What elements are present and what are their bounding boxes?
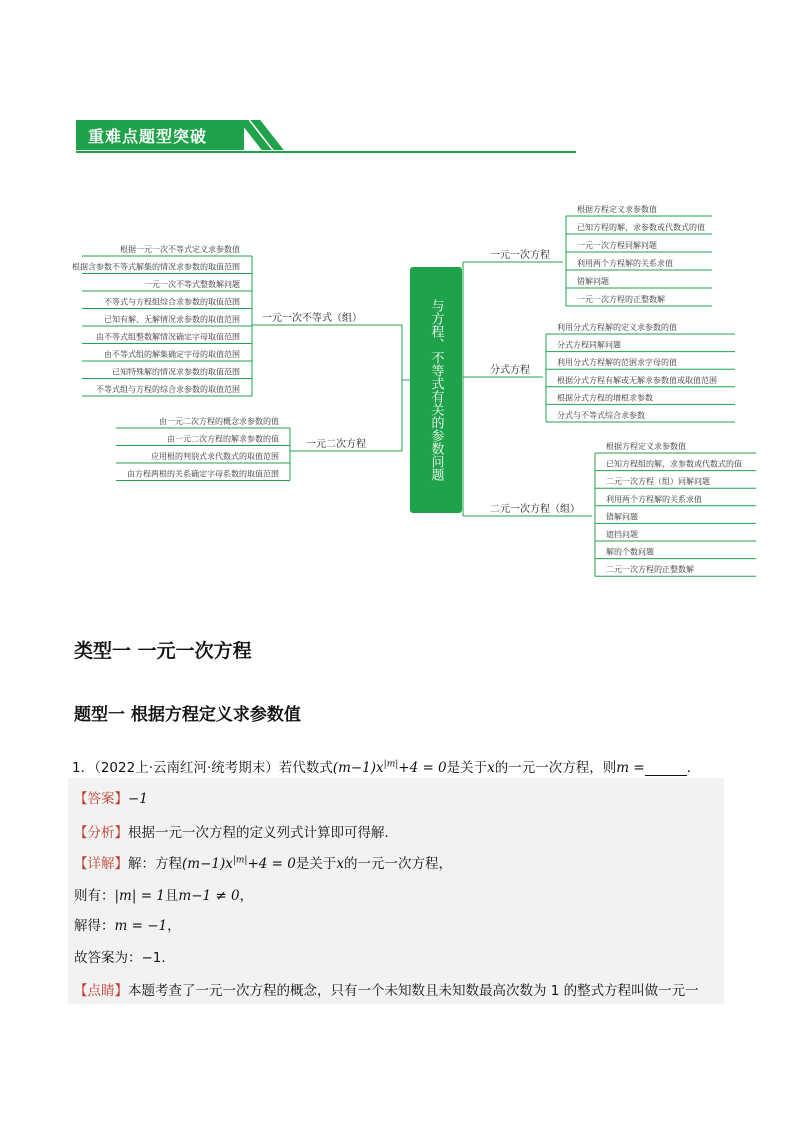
detail-expression-tail: +4 = 0 — [247, 856, 296, 872]
mindmap-leaf: 一元一次不等式整数解问题 — [144, 280, 240, 289]
mindmap-leaf: 根据分式方程有解或无解求参数值或取值范围 — [557, 375, 717, 385]
banner-title: 重难点题型突破 — [88, 127, 208, 146]
mindmap-leaf: 二元一次方程（组）同解问题 — [606, 477, 710, 487]
mindmap-leaf: 遮挡问题 — [606, 530, 638, 539]
mindmap-leaf: 由一元二次方程的概念求参数的值 — [159, 417, 279, 426]
detail-tag: 【详解】 — [74, 856, 128, 872]
banner-underline — [76, 151, 576, 153]
question-end: ． — [686, 760, 701, 776]
question-1 — [72, 756, 700, 776]
condition-end: ， — [239, 888, 254, 904]
mindmap-leaf: 已知有解、无解情况求参数的取值范围 — [104, 315, 240, 324]
detail-expression: (m−1)x — [182, 856, 233, 872]
question-exponent: |m| — [383, 759, 399, 770]
mindmap-leaf: 由方程两根的关系确定字母系数的取值范围 — [127, 469, 279, 479]
mindmap-leaf: 已知方程组的解，求参数或代数式的值 — [606, 459, 742, 469]
mindmap-leaf: 由不等式组的解集确定字母的取值范围 — [104, 350, 240, 359]
mindmap-leaf: 二元一次方程的正整数解 — [606, 565, 694, 575]
comment-text: 本题考查了一元一次方程的概念，只有一个未知数且未知数最高次数为 1 的整式方程叫做一元一 — [128, 983, 699, 999]
mindmap-leaf: 分式方程同解问题 — [557, 340, 621, 350]
mindmap-leaf: 解的个数问题 — [606, 547, 654, 557]
question-expression-tail: +4 = 0 — [398, 760, 447, 776]
answer-value: −1 — [128, 791, 148, 807]
condition-label: 则有： — [74, 888, 115, 904]
mindmap-leaf: 利用分式方程解的范围求字母的值 — [557, 358, 677, 368]
question-variable: x — [487, 760, 495, 776]
solve-math: m = −1 — [114, 918, 168, 934]
solve-line — [74, 914, 181, 934]
detail-text: 解：方程 — [128, 856, 182, 872]
mindmap-branch-label: 分式方程 — [490, 365, 530, 376]
condition-math: |m| = 1 — [114, 888, 165, 904]
mindmap-leaf: 一元一次方程同解问题 — [577, 241, 657, 250]
answer-tag: 【答案】 — [74, 791, 128, 807]
final-answer-line: 故答案为：−1． — [74, 950, 175, 966]
mindmap-leaf: 不等式组与方程的综合求参数的取值范围 — [96, 385, 240, 394]
mindmap-leaf: 错解问题 — [606, 512, 638, 522]
mindmap-leaf: 由不等式组整数解情况确定字母取值范围 — [96, 332, 240, 342]
detail-text: 是关于 — [295, 856, 337, 872]
solve-label: 解得： — [74, 918, 115, 934]
mindmap-leaf: 错解问题 — [577, 277, 609, 286]
mindmap-leaf: 利用分式方程解的定义求参数的值 — [557, 323, 677, 332]
type-title: 类型一 一元一次方程 — [74, 640, 252, 662]
answer-blank[interactable] — [645, 761, 687, 776]
detail-exponent: |m| — [232, 855, 248, 866]
comment-line — [74, 979, 699, 999]
mindmap-leaf: 已知方程的解，求参数或代数式的值 — [577, 223, 705, 232]
question-unknown: m = — [616, 760, 645, 776]
mindmap-branch-label: 一元一次方程 — [490, 250, 550, 261]
mindmap-branch-label: 二元一次方程（组） — [490, 504, 580, 515]
answer-line — [74, 787, 148, 807]
condition-math-2: m−1 ≠ 0 — [178, 888, 240, 904]
mindmap-leaf: 利用两个方程解的关系求值 — [606, 494, 702, 504]
mindmap-leaf: 已知特殊解的情况求参数的取值范围 — [112, 367, 240, 377]
mindmap-center-node: 与方程、不等式有关的参数问题 — [410, 267, 462, 513]
condition-and: 且 — [164, 888, 179, 904]
mindmap-leaf: 一元一次方程的正整数解 — [577, 295, 665, 304]
question-number: 1． — [72, 760, 95, 776]
mindmap-leaf: 利用两个方程解的关系求值 — [577, 259, 673, 268]
detail-text: 的一元一次方程， — [343, 856, 452, 872]
mindmap-leaf: 根据分式方程的增根求参数 — [557, 393, 653, 403]
mindmap-leaf: 根据方程定义求参数值 — [577, 205, 657, 214]
detail-variable: x — [336, 856, 344, 872]
analysis-text: 根据一元一次方程的定义列式计算即可得解． — [128, 825, 398, 841]
mindmap-leaf: 根据一元一次不等式定义求参数值 — [120, 245, 240, 254]
mindmap-leaf: 不等式与方程组综合求参数的取值范围 — [104, 297, 240, 307]
solve-end: ， — [167, 918, 181, 934]
mindmap-branch-label: 一元二次方程 — [306, 439, 366, 450]
mindmap-branch-label: 一元一次不等式（组） — [262, 313, 362, 324]
mindmap-leaf: 分式与不等式综合求参数 — [557, 411, 645, 420]
question-text: 若代数式 — [278, 760, 333, 776]
comment-tag: 【点睛】 — [74, 983, 128, 999]
mindmap-leaf: 由一元二次方程的解求参数的值 — [167, 434, 279, 444]
mindmap-leaf: 应用根的判别式求代数式的取值范围 — [151, 452, 279, 461]
section-banner — [76, 118, 576, 154]
question-source: （2022上·云南红河·统考期末） — [94, 760, 279, 776]
mind-map — [0, 190, 794, 610]
question-expression: (m−1)x — [332, 760, 384, 776]
analysis-tag: 【分析】 — [74, 825, 128, 841]
topic-title: 题型一 根据方程定义求参数值 — [74, 705, 301, 725]
detail-line — [74, 852, 452, 872]
condition-line — [74, 884, 253, 904]
question-text: 是关于 — [446, 760, 488, 776]
mindmap-leaf: 根据方程定义求参数值 — [606, 442, 686, 451]
mindmap-leaf: 根据含参数不等式解集的情况求参数的取值范围 — [72, 262, 240, 272]
question-text: 的一元一次方程，则 — [494, 760, 617, 776]
analysis-line — [74, 821, 398, 841]
